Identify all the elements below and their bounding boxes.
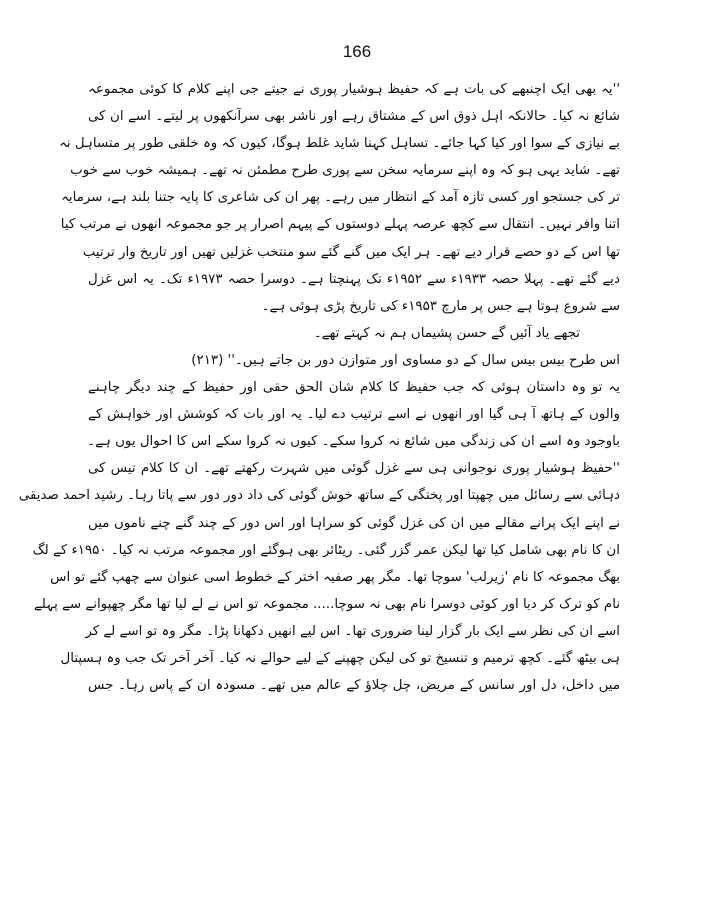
text-line: والوں کے ہاتھ آ ہی گیا اور انھوں نے اسے ترتیب دے لیا۔ یہ اور بات کہ کوشش اور خواہش کے bbox=[88, 407, 620, 423]
text-line: یہ تو وہ داستان ہوئی کہ جب حفیظ کا کلام شان الحق حقی اور حفیظ کے چند دیگر چاہنے bbox=[88, 380, 620, 396]
text-line: بے نیازی کے سوا اور کیا کہا جائے۔ تساہل کہنا شاید غلط ہوگا، کیوں کہ وہ خلقی طور پر متساہل نہ bbox=[59, 136, 620, 152]
text-line: میں داخل، دل اور سانس کے مریض، چل چلاؤ کے عالم میں تھے۔ مسودہ ان کے پاس رہا۔ جس bbox=[88, 678, 620, 694]
paragraph-2 bbox=[88, 347, 620, 455]
text-line: تھا اس کے دو حصے قرار دیے تھے۔ ہر ایک میں گنے گئے سو منتخب غزلیں تھیں اور تاریخ وار ترتیب bbox=[82, 244, 620, 260]
text-line: نے اپنے ایک پرانے مقالے میں ان کی غزل گوئی کو سراہا اور اس دور کے چند گنے چنے ناموں میں bbox=[88, 515, 620, 531]
page-number: 166 bbox=[342, 42, 372, 61]
text-line: شائع نہ کیا۔ حالانکہ اہل ذوق اس کے مشتاق رہے اور ناشر بھی سرآنکھوں پر لیتے۔ اسے ان کی bbox=[88, 109, 620, 125]
text-line: اس طرح بیس بیس سال کے دو مساوی اور متوازن دور بن جاتے ہیں۔'' (۲۱۳) bbox=[191, 352, 620, 368]
text-line: بھگ مجموعہ کا نام 'زیرلب' سوچا تھا۔ مگر پھر صفیہ اختر کے خطوط اسی عنوان سے چھپ گئے تو اس bbox=[50, 569, 620, 585]
text-line: ہی بیٹھ گئے۔ کچھ ترمیم و تنسیخ تو کی لیکن چھپنے کے لیے حوالے نہ کیا۔ آخر آخر تک جب وہ ہسپتال bbox=[60, 650, 620, 666]
text-line: نام کو ترک کر دیا اور کوئی دوسرا نام بھی نہ سوچا..... مجموعہ تو اس نے لے لیا تھا مگر چھپوانے سے پہلے bbox=[33, 596, 620, 612]
paragraph-1 bbox=[59, 76, 620, 320]
text-line: ''حفیظ ہوشیار پوری نوجوانی ہی سے غزل گوئی میں شہرت رکھتے تھے۔ ان کا کلام تیس کی bbox=[88, 461, 620, 477]
text-line: دہائی سے رسائل میں چھپتا اور پختگی کے ساتھ خوش گوئی کی داد دور دور سے پاتا رہا۔ رشید احمد صدیقی bbox=[18, 488, 620, 504]
text-line: تر کی جستجو اور کسی تازہ آمد کے انتظار میں رہے۔ پھر ان کی شاعری کا پایہ جتنا بلند ہے، سرمایہ bbox=[61, 190, 620, 206]
text-line: ''یہ بھی ایک اچنبھے کی بات ہے کہ حفیظ ہوشیار پوری نے جیتے جی اپنے کلام کا کوئی مجموعہ bbox=[88, 82, 620, 97]
body-text bbox=[18, 76, 620, 699]
text-line: باوجود وہ اسے ان کی زندگی میں شائع نہ کروا سکے۔ کیوں نہ کروا سکے اس کا احوال یوں ہے۔ bbox=[87, 434, 620, 450]
text-line: اتنا وافر نہیں۔ انتقال سے کچھ عرصہ پہلے دوستوں کے پیہم اصرار پر جو مجموعہ انھوں نے مرتب کیا bbox=[60, 217, 620, 233]
text-line: دیے گئے تھے۔ پہلا حصہ ۱۹۳۳ء سے ۱۹۵۲ء تک پہنچتا ہے۔ دوسرا حصہ ۱۹۷۳ء تک۔ یہ اس غزل bbox=[88, 271, 620, 287]
quoted-verse bbox=[88, 320, 620, 347]
verse-line: تجھے یاد آئیں گے حسن پشیماں ہم نہ کہتے تھے۔ bbox=[313, 325, 580, 341]
text-line: سے شروع ہوتا ہے جس پر مارچ ۱۹۵۳ء کی تاریخ پڑی ہوئی ہے۔ bbox=[261, 298, 620, 314]
text-line: ان کا نام بھی شامل کیا تھا لیکن عمر گزر گئی۔ ریٹائر بھی ہوگئے اور مجموعہ مرتب نہ کیا۔ ۱۹۵۰ء کے لگ bbox=[32, 542, 620, 558]
paragraph-3 bbox=[18, 455, 620, 699]
text-line: تھے۔ شاید یہی ہو کہ وہ اپنے سرمایہ سخن سے پوری طرح مطمئن نہ تھے۔ ہمیشہ خوب سے خوب bbox=[70, 163, 620, 179]
text-line: اسے ان کی نظر سے ایک بار گزار لینا ضروری تھا۔ اس لیے انھیں دکھانا پڑا۔ مگر وہ تو اسے لے کر bbox=[85, 623, 620, 639]
